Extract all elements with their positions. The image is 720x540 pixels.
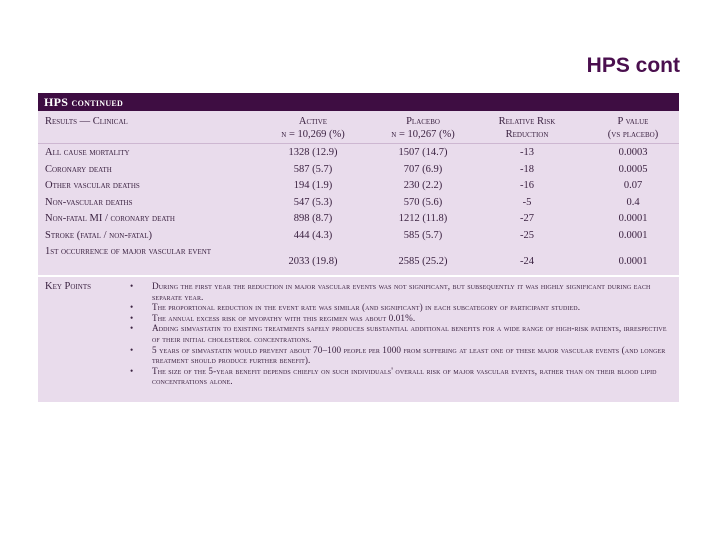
column-header-p-line1: P value [617, 116, 649, 127]
placebo-value: 1212 (11.8) [398, 213, 448, 224]
placebo-value: 2585 (25.2) [398, 256, 448, 267]
p-value: 0.0001 [618, 213, 648, 224]
key-point-text: The annual excess risk of myopathy with this regimen was about 0.01%. [152, 312, 416, 323]
table-row [38, 162, 679, 179]
bullet-icon: • [130, 323, 134, 334]
rrr-value: -13 [520, 147, 534, 158]
active-value: 1328 (12.9) [288, 147, 338, 158]
placebo-value: 230 (2.2) [403, 180, 443, 191]
bullet-icon: • [130, 281, 134, 291]
list-item [130, 302, 675, 313]
rrr-value: -24 [520, 256, 534, 267]
column-header-rrr-line2: Reduction [505, 129, 549, 140]
active-value: 444 (4.3) [293, 229, 333, 241]
key-points-label: Key Points [45, 281, 91, 292]
table-row [38, 228, 679, 245]
results-panel [38, 93, 679, 402]
rrr-value: -16 [520, 180, 534, 191]
placebo-value: 707 (6.9) [403, 163, 443, 175]
column-header-active [270, 115, 356, 141]
p-value: 0.0001 [618, 229, 648, 241]
key-points-divider [38, 275, 679, 277]
column-header-results: Results — Clinical [45, 116, 128, 127]
list-item [130, 323, 675, 344]
table-row [38, 145, 679, 162]
row-label: Other vascular deaths [45, 180, 140, 191]
active-value: 2033 (19.8) [288, 256, 338, 267]
list-item [130, 345, 675, 366]
column-header-placebo-line1: Placebo [406, 116, 440, 127]
column-header-p [590, 115, 676, 141]
key-point-text: The size of the 5-year benefit depends chiefly on such individuals' overall risk of major vascular events, rather than on their blood lipid concentrations alone. [152, 365, 657, 387]
active-value: 587 (5.7) [293, 163, 333, 175]
bullet-icon: • [130, 365, 134, 376]
column-header-active-line2: n = 10,269 (%) [281, 129, 345, 140]
key-points-list [130, 281, 675, 387]
row-label: All cause mortality [45, 147, 130, 158]
row-label: Non-fatal MI / coronary death [45, 213, 175, 224]
results-table [38, 145, 679, 278]
row-label: 1st occurrence of major vascular event [45, 246, 212, 257]
header-divider [38, 143, 679, 144]
key-point-text: Adding simvastatin to existing treatments safely produces substantial additional benefits for a wide range of high-risk patients, irrespective of their initial cholesterol concentrations. [152, 323, 667, 344]
p-value: 0.4 [626, 196, 640, 208]
bullet-icon: • [130, 312, 134, 323]
list-item [130, 281, 675, 302]
bullet-icon: • [130, 344, 134, 355]
panel-header: HPS continued [38, 93, 679, 111]
bullet-icon: • [130, 302, 134, 313]
column-header-rrr-line1: Relative Risk [498, 116, 556, 127]
key-point-text: 5 years of simvastatin would prevent about 70–100 people per 1000 from suffering at least one of these major vascular events (and longer treatment should produce further benefit). [152, 344, 666, 366]
column-header-placebo [378, 115, 468, 141]
placebo-value: 570 (5.6) [403, 196, 443, 208]
key-point-text: The proportional reduction in the event rate was similar (and significant) in each subcategory of participant studied. [152, 302, 581, 313]
p-value: 0.0001 [618, 256, 648, 267]
p-value: 0.07 [623, 180, 643, 191]
active-value: 898 (8.7) [293, 213, 333, 224]
row-label: Non-vascular deaths [45, 196, 133, 208]
table-row [38, 244, 679, 278]
p-value: 0.0005 [618, 163, 648, 175]
list-item [130, 366, 675, 387]
column-header-rrr [485, 115, 569, 141]
table-row [38, 195, 679, 212]
placebo-value: 585 (5.7) [403, 229, 443, 241]
row-label: Coronary death [45, 163, 112, 175]
rrr-value: -18 [520, 163, 534, 175]
rrr-value: -25 [520, 229, 534, 241]
slide-title: HPS cont [586, 54, 680, 77]
row-label: Stroke (fatal / non-fatal) [45, 229, 153, 241]
column-header-p-line2: (vs placebo) [607, 129, 659, 140]
active-value: 547 (5.3) [293, 196, 333, 208]
table-row [38, 178, 679, 195]
column-header-active-line1: Active [298, 116, 328, 127]
key-point-text: During the first year the reduction in major vascular events was not significant, but subsequently it was highly significant during each separate year. [152, 281, 651, 302]
p-value: 0.0003 [618, 147, 648, 158]
list-item [130, 313, 675, 324]
rrr-value: -5 [522, 196, 532, 208]
active-value: 194 (1.9) [293, 180, 333, 191]
table-row [38, 211, 679, 228]
column-header-placebo-line2: n = 10,267 (%) [391, 129, 455, 140]
rrr-value: -27 [520, 213, 534, 224]
placebo-value: 1507 (14.7) [398, 147, 448, 158]
